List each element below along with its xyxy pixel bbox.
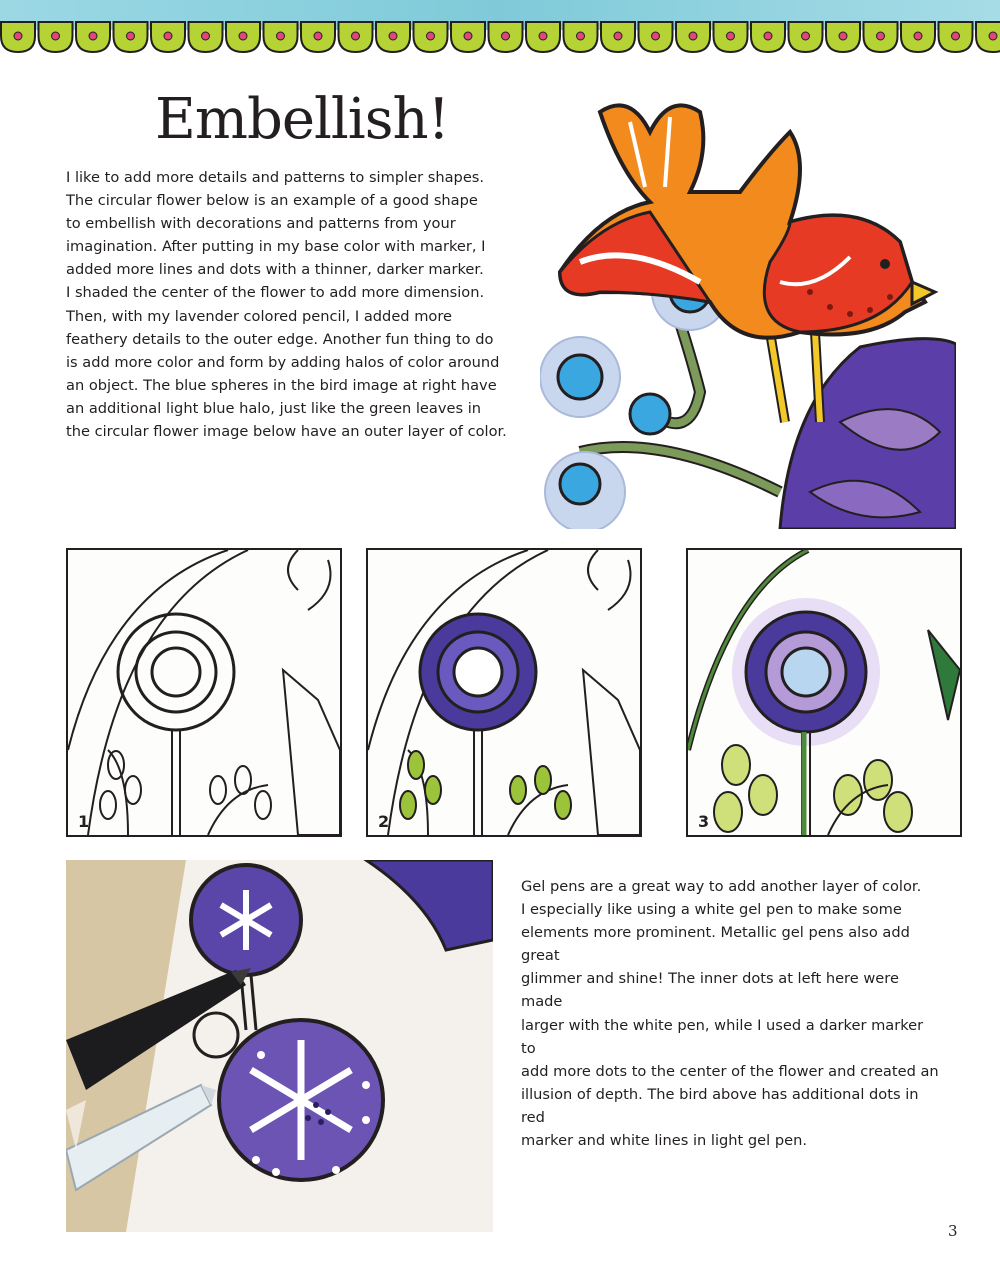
scalloped-border-decoration (0, 0, 1000, 62)
scallop-dot (314, 32, 322, 40)
scallop-dot (989, 32, 997, 40)
scallop-dot (164, 32, 172, 40)
scallop-dot (127, 32, 135, 40)
step-number: 1 (78, 812, 90, 831)
gel-pen-photo (66, 860, 493, 1232)
step-number: 2 (378, 812, 390, 831)
step-2-panel (366, 548, 642, 837)
scallop-dot (427, 32, 435, 40)
scallop-dot (802, 32, 810, 40)
scallop-dot (464, 32, 472, 40)
scallop-dot (689, 32, 697, 40)
scallop-dot (539, 32, 547, 40)
scallop-dot (352, 32, 360, 40)
intro-paragraph: I like to add more details and patterns to simpler shapes. The circular flower below is an example of a good shape to embellish with decorations and patterns from your imagination. After putting in my base color with marker, I added more lines and dots with a thinner, darker marker. I shaded the center of the flower to add more dimension. Then, with my lavender colored pencil, I added more feathery details to the outer edge. Another fun thing to do is add more color and form by adding halos of color around an object. The blue spheres in the bird image at right have an additional light blue halo, just like the green leaves in the circular flower image below have an outer layer of color. (66, 169, 507, 441)
bird-illustration (540, 92, 956, 529)
scallop-dot (89, 32, 97, 40)
scallop-dot (652, 32, 660, 40)
scallop-dot (614, 32, 622, 40)
step-2-colored-art (368, 550, 640, 835)
step-3-panel (686, 548, 962, 837)
page-title: Embellish! (155, 87, 450, 152)
step-number: 3 (698, 812, 710, 831)
gel-pen-paragraph: Gel pens are a great way to add another layer of color. I especially like using a white gel pen to make some elements more prominent. Metallic gel pens also add great glimmer and shine! The inner dots at left here were made larger with the white pen, while I used a darker marker to add more dots to the center of the flower and created an illusion of depth. The bird above has additional dots in red marker and white lines in light gel pen. (521, 878, 939, 1150)
scallop-dot (202, 32, 210, 40)
scallop-dot (277, 32, 285, 40)
scallop-dot (764, 32, 772, 40)
scallop-dot (952, 32, 960, 40)
scallop-dot (52, 32, 60, 40)
scallop-dot (839, 32, 847, 40)
scallop-dot (14, 32, 22, 40)
scallop-dot (727, 32, 735, 40)
scallop-dot (577, 32, 585, 40)
step-3-finished-art (688, 550, 960, 835)
step-1-panel (66, 548, 342, 837)
scallop-dot (914, 32, 922, 40)
page-number: 3 (948, 1222, 958, 1240)
scallop-dot (389, 32, 397, 40)
scallop-dot (877, 32, 885, 40)
step-1-line-art (68, 550, 340, 835)
scallop-dot (502, 32, 510, 40)
scallop-dot (239, 32, 247, 40)
